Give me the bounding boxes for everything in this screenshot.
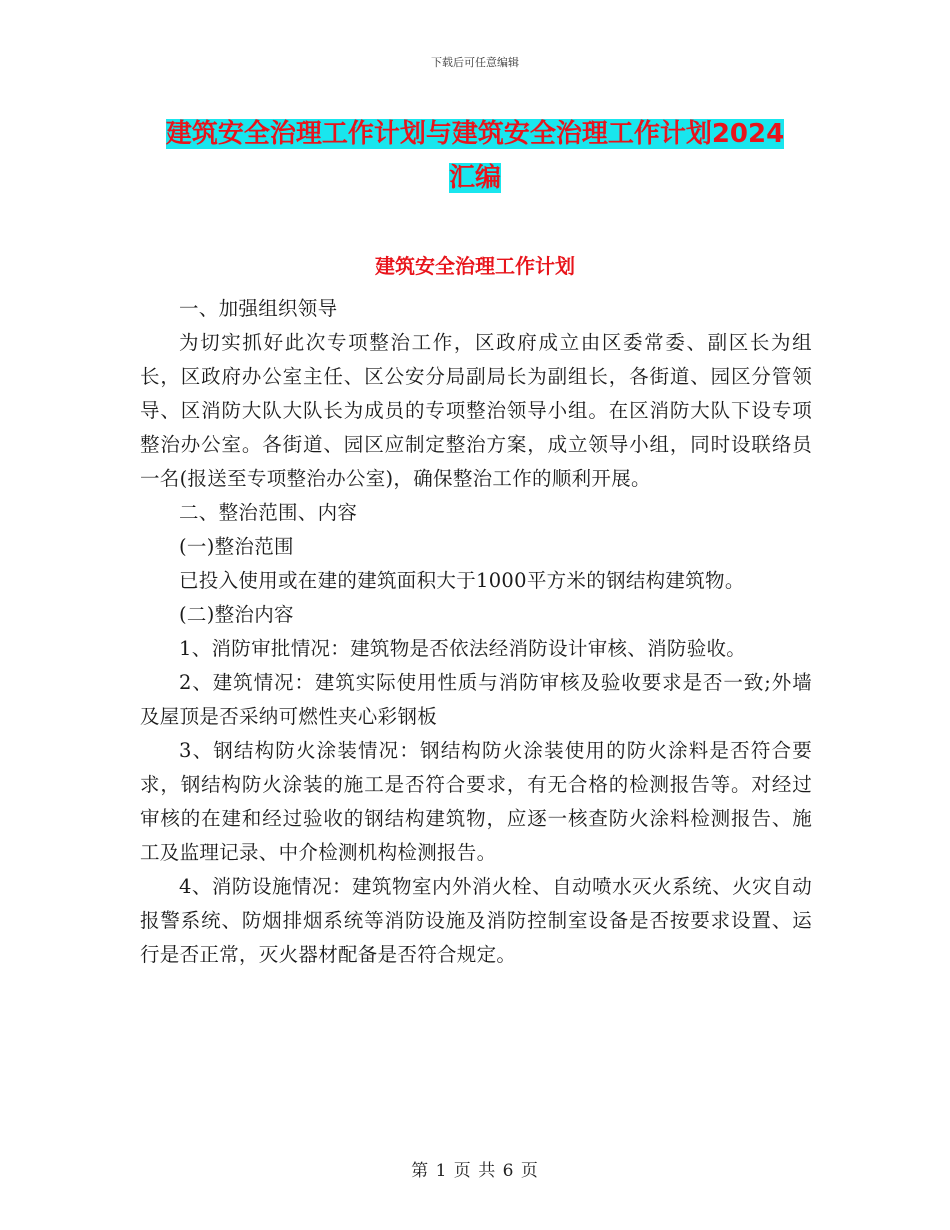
title-line-2: 汇编 xyxy=(448,163,501,193)
paragraph: (一)整治范围 xyxy=(179,535,294,558)
paragraph: 一、加强组织领导 xyxy=(179,297,338,320)
paragraph: (二)整治内容 xyxy=(179,603,294,626)
paragraph: 2、建筑情况：建筑实际使用性质与消防审核及验收要求是否一致;外墙及屋顶是否采纳可燃性夹心彩钢板 xyxy=(140,671,812,728)
document-title xyxy=(140,112,810,200)
paragraph: 已投入使用或在建的建筑面积大于1000平方米的钢结构建筑物。 xyxy=(179,569,745,592)
paragraph: 1、消防审批情况：建筑物是否依法经消防设计审核、消防验收。 xyxy=(179,637,747,660)
paragraph: 为切实抓好此次专项整治工作，区政府成立由区委常委、副区长为组长，区政府办公室主任、区公安分局副局长为副组长，各街道、园区分管领导、区消防大队大队长为成员的专项整治领导小组。在区消防大队下设专项整治办公室。各街道、园区应制定整治方案，成立领导小组，同时设联络员一名(报送至专项整治办公室)，确保整治工作的顺利开展。 xyxy=(140,331,812,490)
paragraph: 3、钢结构防火涂装情况：钢结构防火涂装使用的防火涂料是否符合要求，钢结构防火涂装的施工是否符合要求，有无合格的检测报告等。对经过审核的在建和经过验收的钢结构建筑物，应逐一核查防火涂料检测报告、施工及监理记录、中介检测机构检测报告。 xyxy=(140,739,812,864)
header-note: 下载后可任意编辑 xyxy=(431,56,519,69)
body-text xyxy=(140,292,812,972)
page-footer: 第 1 页 共 6 页 xyxy=(411,1161,539,1181)
paragraph: 二、整治范围、内容 xyxy=(179,501,358,524)
section-title: 建筑安全治理工作计划 xyxy=(375,254,575,278)
title-line-1: 建筑安全治理工作计划与建筑安全治理工作计划2024 xyxy=(165,119,785,149)
paragraph: 4、消防设施情况：建筑物室内外消火栓、自动喷水灭火系统、火灾自动报警系统、防烟排烟系统等消防设施及消防控制室设备是否按要求设置、运行是否正常，灭火器材配备是否符合规定。 xyxy=(140,875,812,966)
